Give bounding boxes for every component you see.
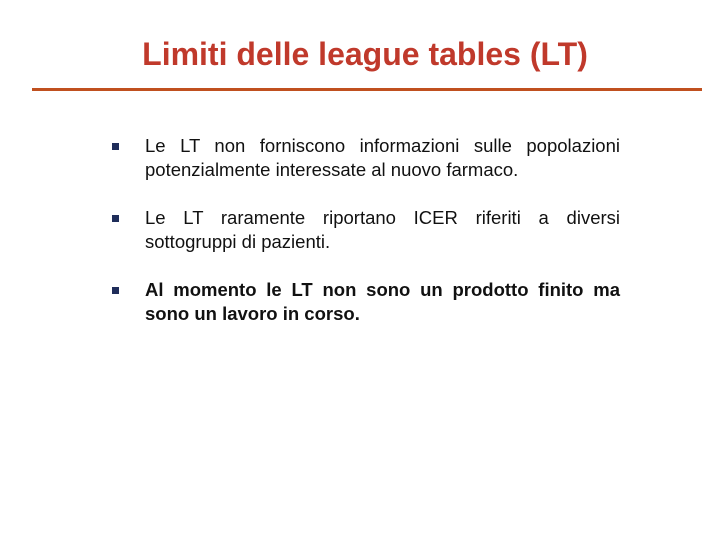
- square-bullet-icon: [112, 143, 119, 150]
- bullet-item: [112, 278, 620, 326]
- bullet-text: Le LT raramente riportano ICER riferiti a diversi sottogruppi di pazienti.: [145, 207, 620, 252]
- bullet-item: [112, 134, 620, 182]
- bullet-item: [112, 206, 620, 254]
- bullet-list: [112, 134, 620, 326]
- slide-title: Limiti delle league tables (LT): [142, 36, 588, 72]
- square-bullet-icon: [112, 215, 119, 222]
- bullet-text: Al momento le LT non sono un prodotto finito ma sono un lavoro in corso.: [145, 279, 620, 324]
- square-bullet-icon: [112, 287, 119, 294]
- title-underline: [32, 88, 702, 91]
- bullet-text: Le LT non forniscono informazioni sulle popolazioni potenzialmente interessate al nuovo farmaco.: [145, 135, 620, 180]
